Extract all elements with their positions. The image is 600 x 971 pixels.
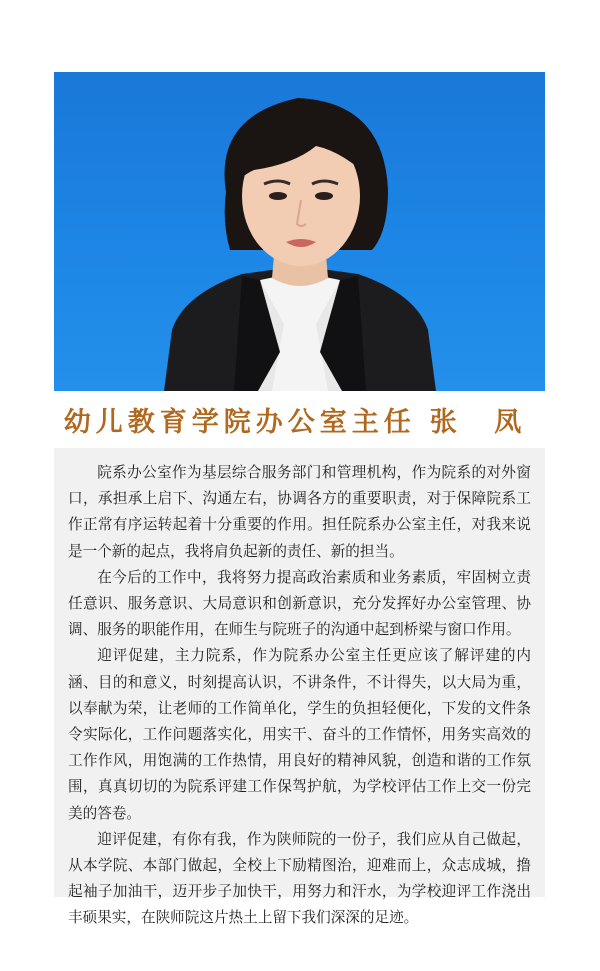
paragraph-3: 迎评促建，主力院系，作为院系办公室主任更应该了解评建的内涵、目的和意义，时刻提高认识，不讲条件，不计得失，以大局为重，以奉献为荣，让老师的工作简单化，学生的负担轻便化，下发的文件条令实际化，工作问题落实化，用实干、奋斗的工作情怀，用务实高效的工作作风，用饱满的工作热情，用良好的精神风貌，创造和谐的工作氛围，真真切切的为院系评建工作保驾护航，为学校评估工作上交一份完美的答卷。	[68, 647, 531, 822]
paragraph-1: 院系办公室作为基层综合服务部门和管理机构，作为院系的对外窗口，承担承上启下、沟通左右，协调各方的重要职责，对于保障院系工作正常有序运转起着十分重要的作用。担任院系办公室主任，对我来说是一个新的起点，我将肩负起新的责任、新的担当。	[68, 464, 531, 560]
portrait-photo	[54, 72, 545, 391]
portrait-illustration	[54, 72, 545, 391]
paragraph-4: 迎评促建，有你有我，作为陕师院的一份子，我们应从自己做起，从本学院、本部门做起，全校上下励精图治，迎难而上，众志成城，撸起袖子加油干，迈开步子加快干，用努力和汗水，为学校迎评工作浇出丰硕果实，在陕师院这片热土上留下我们深深的足迹。	[68, 830, 531, 927]
introduction-text-box	[54, 448, 545, 927]
page-title	[54, 398, 545, 448]
person-name: 张 凤	[429, 407, 536, 438]
paragraph-2: 在今后的工作中，我将努力提高政治素质和业务素质，牢固树立责任意识、服务意识、大局意识和创新意识，充分发挥好办公室管理、协调、服务的职能作用，在师生与院班子的沟通中起到桥梁与窗口作用。	[68, 568, 531, 639]
position-title: 幼儿教育学院办公室主任	[63, 407, 416, 438]
